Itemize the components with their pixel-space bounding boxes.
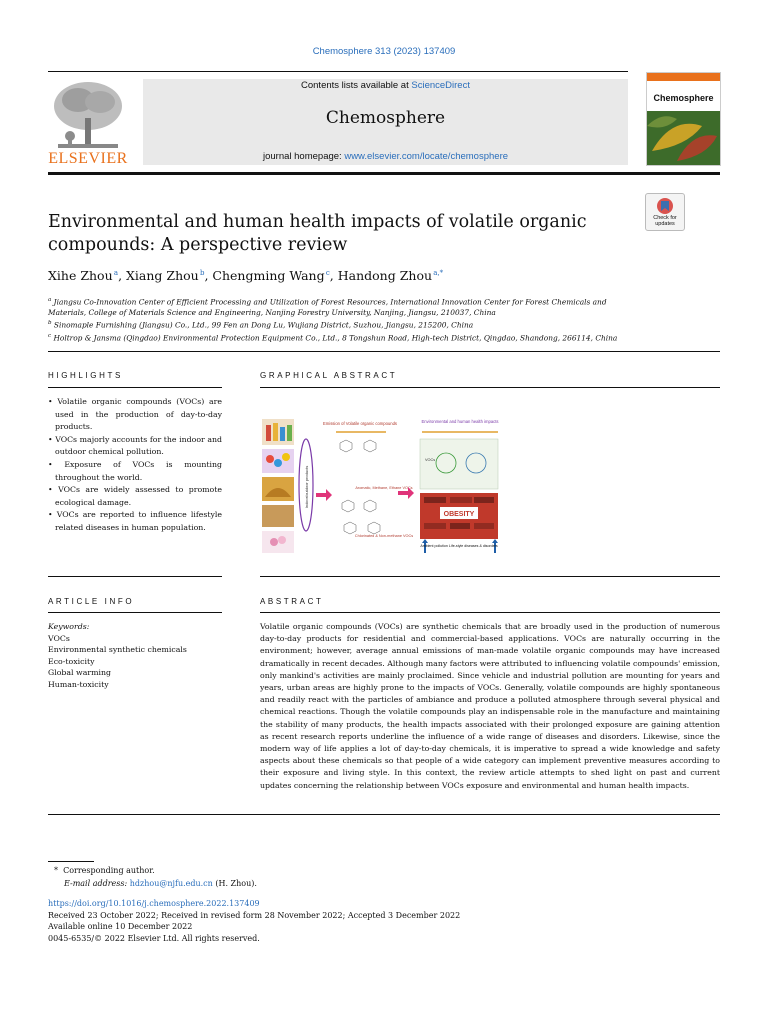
author-name[interactable]: Chengming Wang xyxy=(212,268,325,283)
footnotes xyxy=(48,865,448,890)
homepage-line xyxy=(143,151,628,162)
available-online: Available online 10 December 2022 xyxy=(48,922,193,931)
contents-prefix: Contents lists available at xyxy=(301,80,412,91)
highlight-item: • VOCs are reported to influence lifestyle related diseases in human population. xyxy=(48,510,223,532)
cover-leaf-art xyxy=(647,111,720,165)
journal-citation[interactable]: Chemosphere 313 (2023) 137409 xyxy=(312,46,456,57)
email-link[interactable]: hdzhou@njfu.edu.cn xyxy=(129,878,213,888)
journal-name: Chemosphere xyxy=(325,108,446,128)
copyright: 0045-6535/© 2022 Elsevier Ltd. All rights reserved. xyxy=(48,933,260,943)
affiliation-text: Holtrop & Jansma (Qingdao) Environmental Protection Equipment Co., Ltd., 8 Tongshun Road, High-tech District, Qingdao, Shandong, 266114, China xyxy=(53,333,618,343)
author-name[interactable]: Xiang Zhou xyxy=(126,268,199,283)
ga-thumb-wood xyxy=(262,505,294,527)
article-info-rule xyxy=(48,612,222,613)
author-affil-mark[interactable]: a,* xyxy=(433,268,444,277)
homepage-prefix: journal homepage: xyxy=(262,151,345,162)
highlight-item: • Volatile organic compounds (VOCs) are used in the production of day-to-day products. xyxy=(48,397,222,432)
author-affil-mark[interactable]: c xyxy=(325,268,330,277)
ga-ambient-label: Ambient pollution Life-style diseases & disorders xyxy=(420,544,498,548)
received-dates: Received 23 October 2022; Received in revised form 28 November 2022; Accepted 3 December 2022 xyxy=(48,910,461,920)
keyword: Environmental synthetic chemicals xyxy=(48,645,187,654)
ga-aromatic-label: Aromatic, Methane, Ethane VOCs xyxy=(355,486,413,490)
ga-side-label: Indoor/outdoor products xyxy=(304,465,309,509)
author-list: Xihe Zhou $^a$, Xiang Zhou $^b$, Chengming Wang $^c$, Handong Zhou $^{a,*}$ xyxy=(48,268,444,283)
keyword: Global warming xyxy=(48,668,111,677)
doi-link[interactable]: https://doi.org/10.1016/j.chemosphere.2022.137409 xyxy=(48,899,260,908)
ga-obesity-label: OBESITY xyxy=(443,511,475,518)
author-affil-mark[interactable]: b xyxy=(199,268,205,277)
author-name[interactable]: Handong Zhou xyxy=(337,268,433,283)
author-name[interactable]: Xihe Zhou xyxy=(48,268,113,283)
header-thick-rule xyxy=(48,172,720,175)
affiliation xyxy=(48,318,638,331)
ga-impacts-label: Environmental and human health impacts xyxy=(421,419,499,424)
ga-arrow-1 xyxy=(316,489,332,501)
graphical-abstract-figure[interactable] xyxy=(260,415,500,555)
abstract-rule xyxy=(260,612,720,613)
crossmark-icon xyxy=(656,197,674,215)
email-note xyxy=(48,878,448,891)
keyword: Eco-toxicity xyxy=(48,656,95,666)
journal-homepage-link[interactable]: www.elsevier.com/locate/chemosphere xyxy=(344,151,509,162)
author-affil-mark[interactable]: a xyxy=(113,268,119,277)
email-suffix: (H. Zhou). xyxy=(215,878,257,888)
highlight-text: Volatile organic compounds (VOCs) are used in the production of day-to-day products. xyxy=(55,397,222,432)
abstract-bottom-rule xyxy=(48,814,720,815)
footnote-rule xyxy=(48,861,94,862)
highlight-text: VOCs are reported to influence lifestyle related diseases in human population. xyxy=(55,510,223,532)
affiliations xyxy=(48,295,638,344)
sciencedirect-link[interactable]: ScienceDirect xyxy=(411,80,470,91)
highlight-item: • VOCs majorly accounts for the indoor and outdoor chemical pollution. xyxy=(48,434,223,457)
affiliation xyxy=(48,331,638,344)
article-info-heading: ARTICLE INFO xyxy=(48,597,135,606)
highlights-rule xyxy=(48,387,222,388)
corresponding-note xyxy=(48,865,448,878)
affiliation-mark: a xyxy=(48,297,52,303)
crossmark-label: Check for updates xyxy=(653,215,677,227)
highlight-text: Exposure of VOCs is mounting throughout the world. xyxy=(55,459,222,482)
keywords-label: Keywords: xyxy=(48,622,90,631)
ga-vocs-tag: VOCs xyxy=(425,458,436,462)
abstract-body: Volatile organic compounds (VOCs) are synthetic chemicals that are broadly used in the production of numerous day-to-day products for residential and commercial-based applications. VOCs are naturally occurring in the environment; however, average annual emissions of man-made volatile organic compounds may have increased dramatically in recent decades. Although many factors were attributed to influencing volatile compounds' emission, only mankind's activities are mainly proclaimed. Since vehicle and industrial pollution are mounting for years and years, urban areas are highly prone to the impacts of VOCs. Generally, volatile compounds are highly spontaneous and readily react with the particles of ambiance and produce a polluted atmosphere through several physical and chemical reactions. Though the volatile compounds play an indispensable role in the manufacture and maintaining the stability of many products, the health impacts associated with their prolonged exposure are gaining attention as recent research reports underline the influence of a wide range of diseases and disorders. Likewise, since the modern way of life applies a lot of day-to-day chemicals, it is imperative to spread a wide knowledge and safety aspects about these chemicals so that people of a wide category can implement preventive measures according to their exposure and living style. In this context, the review article attempts to shed light on past and current updates concerning the relationship between VOCs exposure and environmental and human health impacts. xyxy=(260,622,720,790)
keywords-block xyxy=(48,621,238,690)
email-label: E-mail address: xyxy=(64,878,128,888)
highlights-list xyxy=(48,396,222,535)
graphical-abstract-heading: GRAPHICAL ABSTRACT xyxy=(260,371,398,380)
affiliation-text: Sinomaple Furnishing (Jiangsu) Co., Ltd., 99 Fen an Dong Lu, Wujiang District, Suzhou, Jiangsu, 215200, China xyxy=(53,320,474,330)
cover-title: Chemosphere xyxy=(653,93,714,103)
keyword: Human-toxicity xyxy=(48,679,109,689)
abstract-heading: ABSTRACT xyxy=(260,597,324,606)
graphical-abstract-rule xyxy=(260,387,720,388)
header-rule xyxy=(48,71,628,72)
highlight-text: VOCs are widely assessed to promote ecological damage. xyxy=(55,485,222,507)
affiliation xyxy=(48,295,638,318)
highlight-item: • VOCs are widely assessed to promote ecological damage. xyxy=(48,485,222,507)
abstract-top-rule xyxy=(260,576,720,577)
affiliation-text: Jiangsu Co-Innovation Center of Efficient Processing and Utilization of Forest Resources, International Innovation Center for Forest Chemicals and Materials, College of Materials Science and Engineering, Nanjing Forestry University, Nanjing, Jiangsu, 210037, China xyxy=(48,297,607,317)
highlight-item: • Exposure of VOCs is mounting throughout the world. xyxy=(48,459,222,482)
highlight-text: VOCs majorly accounts for the indoor and outdoor chemical pollution. xyxy=(55,434,223,457)
keyword: VOCs xyxy=(48,633,70,643)
check-for-updates-badge[interactable] xyxy=(645,193,685,231)
article-info-top-rule xyxy=(48,576,222,577)
front-matter xyxy=(48,898,548,944)
corresponding-mark: * xyxy=(54,866,58,875)
ga-chlorinated-label: Chlorinated & Non-methane VOCs xyxy=(354,534,414,538)
affiliation-mark: b xyxy=(48,320,52,327)
affiliation-mark: c xyxy=(48,333,52,340)
paper-title: Environmental and human health impacts of volatile organic compounds: A perspective review xyxy=(48,212,587,255)
corresponding-text: Corresponding author. xyxy=(63,866,155,875)
section-rule xyxy=(48,351,720,352)
contents-line xyxy=(143,80,628,91)
journal-cover-image[interactable] xyxy=(646,72,721,166)
cover-top-band xyxy=(647,73,720,81)
highlights-heading: HIGHLIGHTS xyxy=(48,371,123,380)
elsevier-wordmark: ELSEVIER xyxy=(48,150,128,167)
ga-emission-label: Emission of Volatile organic compounds xyxy=(322,421,398,426)
